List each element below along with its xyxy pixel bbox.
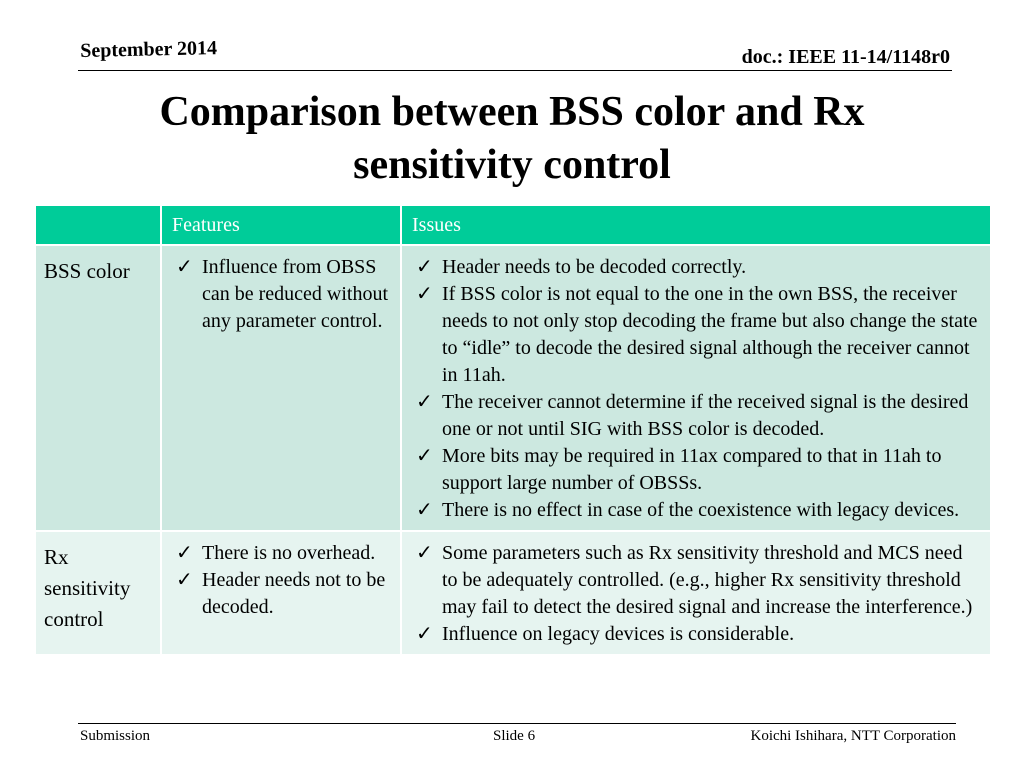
checkmark-icon: ✓ bbox=[416, 499, 433, 521]
bullet-text: Influence on legacy devices is considerable. bbox=[442, 623, 795, 645]
list-item bbox=[170, 254, 392, 335]
list-item bbox=[170, 567, 392, 621]
checkmark-icon: ✓ bbox=[416, 391, 433, 413]
issues-cell bbox=[401, 245, 991, 531]
checkmark-icon: ✓ bbox=[416, 445, 433, 467]
list-item bbox=[410, 497, 982, 524]
bullet-text: The receiver cannot determine if the received signal is the desired one or not until SIG with BSS color is decoded. bbox=[442, 391, 969, 440]
row-label: Rx sensitivity control bbox=[35, 531, 161, 655]
header-doc-id: doc.: IEEE 11-14/1148r0 bbox=[741, 46, 950, 68]
bullet-text: Some parameters such as Rx sensitivity threshold and MCS need to be adequately controlled. (e.g., higher Rx sensitivity threshold may fail to detect the desired signal and increase the interference.) bbox=[442, 542, 973, 618]
features-cell bbox=[161, 531, 401, 655]
list-item bbox=[410, 621, 982, 648]
column-header-empty bbox=[35, 205, 161, 245]
header-divider bbox=[78, 70, 952, 71]
slide-title bbox=[40, 86, 984, 192]
list-item bbox=[170, 540, 392, 567]
slide-title-line-1: Comparison between BSS color and Rx bbox=[159, 89, 865, 135]
checkmark-icon: ✓ bbox=[176, 542, 193, 564]
footer-divider bbox=[78, 723, 956, 724]
comparison-table bbox=[34, 204, 992, 656]
header-date: September 2014 bbox=[80, 37, 218, 62]
checkmark-icon: ✓ bbox=[416, 623, 433, 645]
footer-author: Koichi Ishihara, NTT Corporation bbox=[750, 728, 956, 744]
bullet-text: Influence from OBSS can be reduced without any parameter control. bbox=[202, 256, 389, 332]
table-row-rx-sensitivity bbox=[35, 531, 991, 655]
list-item bbox=[410, 389, 982, 443]
row-label: BSS color bbox=[35, 245, 161, 531]
list-item bbox=[410, 540, 982, 621]
footer-slide-number: Slide 6 bbox=[493, 728, 536, 744]
bullet-text: There is no effect in case of the coexistence with legacy devices. bbox=[442, 499, 960, 521]
footer-submission: Submission bbox=[80, 728, 151, 744]
list-item bbox=[410, 254, 982, 281]
issues-cell bbox=[401, 531, 991, 655]
bullet-text: There is no overhead. bbox=[202, 542, 376, 564]
bullet-text: More bits may be required in 11ax compared to that in 11ah to support large number of OBSSs. bbox=[442, 445, 942, 494]
bullet-text: Header needs to be decoded correctly. bbox=[442, 256, 747, 278]
list-item bbox=[410, 443, 982, 497]
list-item bbox=[410, 281, 982, 389]
bullet-text: If BSS color is not equal to the one in the own BSS, the receiver needs to not only stop decoding the frame but also change the state to “idle” to decode the desired signal although the receiver cannot in 11ah. bbox=[442, 283, 978, 386]
checkmark-icon: ✓ bbox=[176, 569, 193, 591]
bullet-text: Header needs not to be decoded. bbox=[202, 569, 386, 618]
column-header-issues: Issues bbox=[401, 205, 991, 245]
checkmark-icon: ✓ bbox=[416, 542, 433, 564]
slide-title-line-2: sensitivity control bbox=[353, 142, 671, 188]
checkmark-icon: ✓ bbox=[416, 256, 433, 278]
checkmark-icon: ✓ bbox=[176, 256, 193, 278]
checkmark-icon: ✓ bbox=[416, 283, 433, 305]
features-cell bbox=[161, 245, 401, 531]
column-header-features: Features bbox=[161, 205, 401, 245]
table-header-row bbox=[35, 205, 991, 245]
table-row-bss-color bbox=[35, 245, 991, 531]
